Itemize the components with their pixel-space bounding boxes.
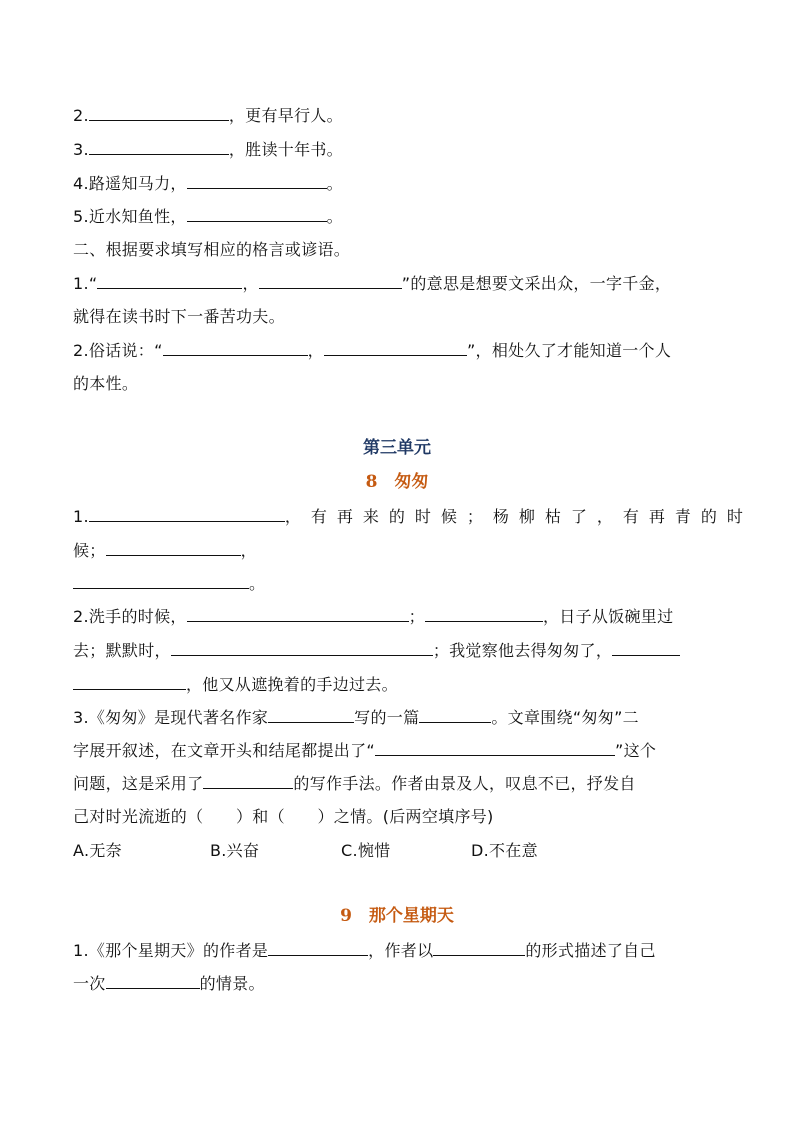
lesson8-q3 — [73, 708, 732, 728]
option-b[interactable]: B.兴奋 — [210, 841, 260, 860]
section-two-q2-line2: 的本性。 — [73, 374, 139, 393]
answer-blank[interactable] — [375, 741, 615, 756]
item-text: ，作者以 — [368, 941, 434, 960]
lesson-9-title: 9 那个星期天 — [340, 906, 454, 926]
answer-blank[interactable] — [106, 974, 200, 989]
item-text: ，他又从遮挽着的手边过去。 — [186, 675, 398, 694]
item-number: 2. — [73, 106, 89, 125]
item-text: ”，相处久了才能知道一个人 — [466, 341, 672, 360]
fill-item-5 — [73, 207, 732, 227]
answer-blank[interactable] — [612, 641, 680, 656]
item-text: ”的意思是想要文采出众，一字千金， — [401, 274, 672, 293]
item-text: 。文章围绕“匆匆”二 — [491, 708, 639, 727]
item-text: 的写作手法。作者由景及人，叹息不已，抒发自 — [293, 774, 636, 793]
section-two-q1-line2: 就得在读书时下一番苦功夫。 — [73, 307, 285, 326]
answer-blank[interactable] — [433, 941, 525, 956]
answer-blank[interactable] — [268, 941, 368, 956]
item-text: ，日子从饭碗里过 — [542, 607, 674, 626]
option-d[interactable]: D.不在意 — [471, 841, 538, 860]
answer-blank[interactable] — [425, 607, 543, 622]
lesson8-q2 — [73, 607, 732, 627]
item-text: 的情景。 — [199, 974, 265, 993]
lesson8-q1-line3 — [73, 574, 732, 594]
section-two-title: 二、根据要求填写相应的格言或谚语。 — [73, 240, 351, 259]
answer-blank[interactable] — [73, 675, 186, 690]
answer-blank[interactable] — [89, 507, 285, 522]
lesson8-q3-line4: 己对时光流逝的（ ）和（ ）之情。(后两空填序号) — [73, 807, 494, 826]
answer-blank[interactable] — [268, 708, 354, 723]
fill-item-2 — [73, 106, 732, 126]
item-text: 问题，这是采用了 — [73, 774, 204, 793]
item-text: 。 — [249, 574, 266, 593]
item-text: 2.俗话说：“ — [73, 341, 163, 360]
lesson-8-title: 8 匆匆 — [365, 472, 429, 492]
answer-blank[interactable] — [419, 708, 491, 723]
answer-blank[interactable] — [259, 274, 402, 289]
item-text: 去；默默时， — [73, 641, 171, 660]
unit-title: 第三单元 — [363, 438, 431, 458]
item-text: 2.洗手的时候， — [73, 607, 187, 626]
item-text: 5.近水知鱼性， — [73, 207, 187, 226]
item-text: 一次 — [73, 974, 106, 993]
item-text: ；我觉察他去得匆匆了， — [432, 641, 613, 660]
item-text: ，更有早行人。 — [228, 106, 343, 125]
item-text: 写的一篇 — [354, 708, 420, 727]
answer-blank[interactable] — [187, 207, 327, 222]
item-text: 的形式描述了自己 — [525, 941, 656, 960]
section-two-q2 — [73, 341, 732, 361]
answer-blank[interactable] — [171, 641, 433, 656]
answer-blank[interactable] — [187, 174, 327, 189]
answer-blank[interactable] — [187, 607, 409, 622]
answer-blank[interactable] — [203, 774, 293, 789]
option-c[interactable]: C.惋惜 — [341, 841, 391, 860]
item-text: ； — [408, 607, 425, 626]
lesson8-q1-line2 — [73, 541, 732, 561]
item-text: ，有再来的时候；杨柳枯了，有再青的时 — [284, 507, 753, 526]
answer-blank[interactable] — [106, 541, 241, 556]
item-number: 3. — [73, 140, 89, 159]
item-text: ”这个 — [615, 741, 657, 760]
answer-blank[interactable] — [97, 274, 242, 289]
item-text: 。 — [326, 207, 343, 226]
item-text: 1.《那个星期天》的作者是 — [73, 941, 269, 960]
lesson8-q2-line3 — [73, 675, 732, 695]
item-text: ，胜读十年书。 — [228, 140, 343, 159]
item-text: ， — [240, 541, 257, 560]
answer-blank[interactable] — [163, 341, 308, 356]
item-text: ， — [242, 274, 259, 293]
lesson8-q1 — [73, 507, 753, 527]
item-text: 4.路遥知马力， — [73, 174, 187, 193]
answer-blank[interactable] — [73, 574, 249, 589]
lesson8-q3-line3 — [73, 774, 732, 794]
item-text: 。 — [326, 174, 343, 193]
section-two-q1 — [73, 274, 732, 294]
lesson9-q1-line2 — [73, 974, 732, 994]
answer-blank[interactable] — [324, 341, 467, 356]
item-number: 1. — [73, 507, 89, 526]
answer-blank[interactable] — [89, 140, 229, 155]
option-a[interactable]: A.无奈 — [73, 841, 122, 860]
answer-blank[interactable] — [89, 106, 229, 121]
item-text: 候； — [73, 541, 106, 560]
item-text: 1.“ — [73, 274, 98, 293]
lesson8-q2-line2 — [73, 641, 732, 661]
fill-item-3 — [73, 140, 732, 160]
item-text: 3.《匆匆》是现代著名作家 — [73, 708, 269, 727]
fill-item-4 — [73, 174, 732, 194]
lesson9-q1 — [73, 941, 732, 961]
item-text: ， — [307, 341, 324, 360]
lesson8-q3-line2 — [73, 741, 732, 761]
item-text: 字展开叙述，在文章开头和结尾都提出了“ — [73, 741, 375, 760]
